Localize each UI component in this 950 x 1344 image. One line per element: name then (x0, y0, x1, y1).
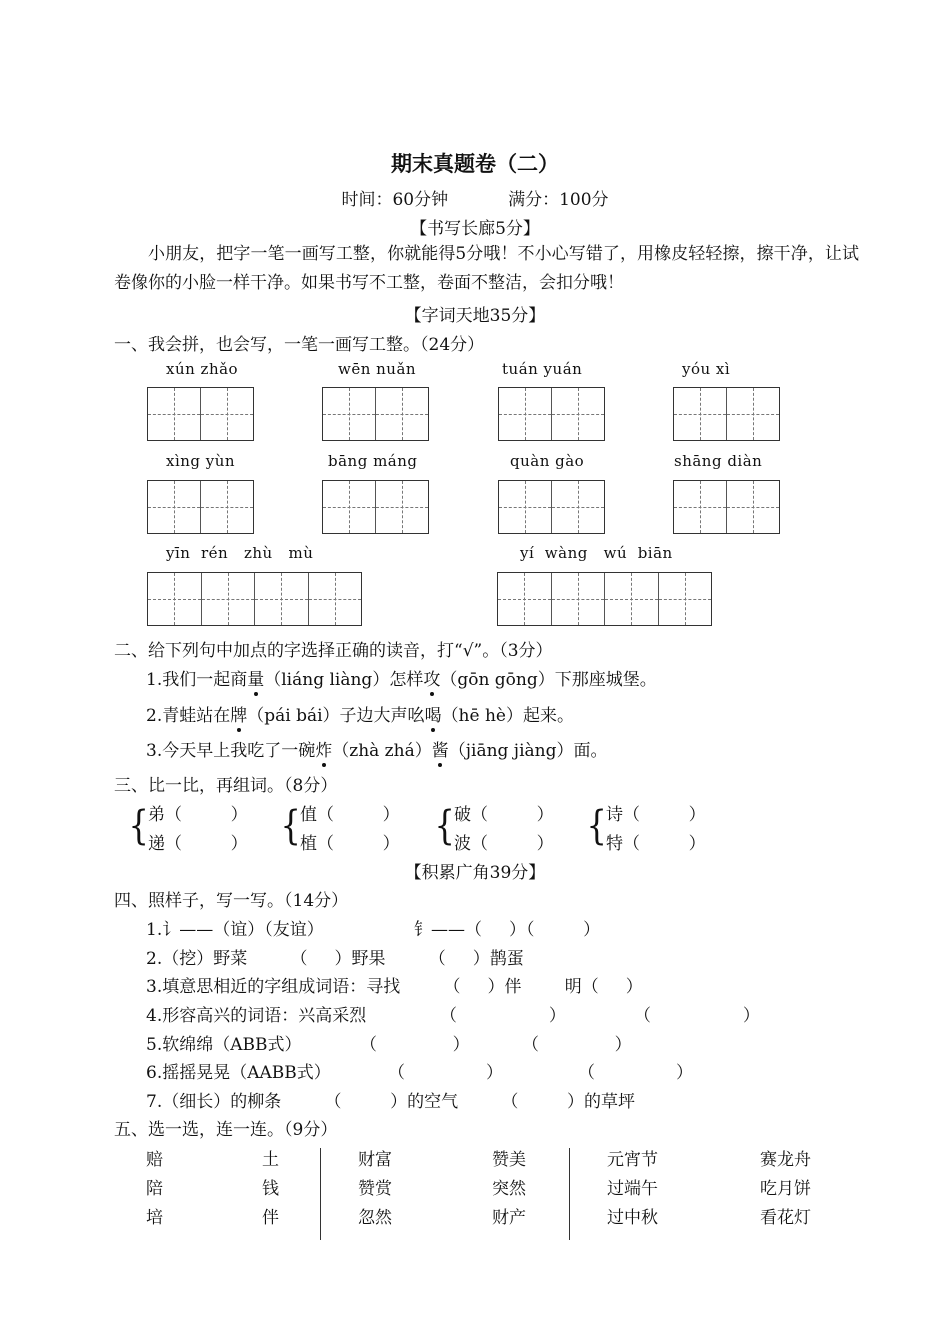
column-divider (569, 1148, 570, 1240)
compare-2-top: 值（ ） (300, 805, 400, 825)
writing-grid-1[interactable] (147, 387, 254, 441)
writing-grid-7[interactable] (498, 480, 605, 534)
match-g3-left-3: 过中秋 (607, 1208, 658, 1228)
q1-pinyin-2: wēn nuǎn (338, 360, 417, 378)
match-g3-right-2: 吃月饼 (760, 1179, 811, 1199)
brace-icon: { (128, 803, 149, 849)
match-g1-right-2: 钱 (262, 1179, 279, 1199)
q4-line-5b: （ ） (360, 1035, 470, 1055)
dotted-char: 炸 (315, 736, 332, 761)
match-g2-left-2: 赞赏 (358, 1179, 392, 1199)
writing-grid-10[interactable] (497, 572, 712, 626)
q2-sentence-2: 2.青蛙站在牌（pái bái）子边大声吆喝（hē hè）起来。 (146, 701, 574, 726)
writing-grid-6[interactable] (322, 480, 429, 534)
compare-1-bottom: 递（ ） (148, 834, 248, 854)
section-words-heading: 【字词天地35分】 (404, 306, 546, 326)
q1-pinyin-8: shāng diàn (674, 452, 763, 470)
q4-line-4c: （ ） (634, 1006, 760, 1026)
compare-4-bottom: 特（ ） (606, 834, 706, 854)
match-g2-right-2: 突然 (492, 1179, 526, 1199)
match-g2-right-3: 财产 (492, 1208, 526, 1228)
match-g1-left-1: 赔 (146, 1150, 163, 1170)
match-g3-right-3: 看花灯 (760, 1208, 811, 1228)
q4-line-2: 2.（挖）野菜 （ ）野果 （ ）鹊蛋 (146, 949, 524, 969)
match-g1-left-2: 陪 (146, 1179, 163, 1199)
dotted-char: 牌 (230, 701, 247, 726)
match-g3-left-1: 元宵节 (607, 1150, 658, 1170)
q4-line-1b: 钅——（ ）（ ） (414, 920, 601, 940)
dotted-char: 酱 (432, 736, 449, 761)
page-title: 期末真题卷（二） (391, 151, 559, 176)
section-writing-heading: 【书写长廊5分】 (410, 219, 540, 239)
match-g3-right-1: 赛龙舟 (760, 1150, 811, 1170)
section-accum-heading: 【积累广角39分】 (404, 863, 546, 883)
exam-info (0, 185, 950, 210)
writing-grid-5[interactable] (147, 480, 254, 534)
q1-pinyin-4: yóu xì (682, 360, 731, 378)
q4-line-7: 7.（细长）的柳条 （ ）的空气 （ ）的草坪 (146, 1092, 635, 1112)
q2-sentence-3: 3.今天早上我吃了一碗炸（zhà zhá）酱（jiāng jiàng）面。 (146, 736, 608, 761)
q2-sentence-1: 1.我们一起商量（liáng liàng）怎样攻（gōn gōng）下那座城堡。 (146, 665, 657, 690)
q1-pinyin-5: xìng yùn (166, 452, 236, 470)
q4-line-6a: 6.摇摇晃晃（AABB式） (146, 1063, 331, 1083)
dotted-char: 喝 (425, 701, 442, 726)
brace-icon: { (586, 803, 607, 849)
q1-pinyin-1: xún zhǎo (166, 360, 239, 378)
compare-3-top: 破（ ） (454, 805, 554, 825)
compare-1-top: 弟（ ） (148, 805, 248, 825)
q4-line-1a: 1.讠——（谊）（友谊） (146, 920, 324, 940)
q4-line-6b: （ ） (388, 1063, 504, 1083)
match-g1-left-3: 培 (146, 1208, 163, 1228)
column-divider (320, 1148, 321, 1240)
q1-pinyin-3: tuán yuán (502, 360, 583, 378)
q3-title: 三、比一比，再组词。（8分） (114, 776, 338, 796)
q4-line-4b: （ ） (440, 1006, 566, 1026)
q4-line-5a: 5.软绵绵（ABB式） (146, 1035, 302, 1055)
match-g2-left-3: 忽然 (358, 1208, 392, 1228)
compare-2-bottom: 植（ ） (300, 834, 400, 854)
dotted-char: 攻 (423, 665, 440, 690)
q1-pinyin-10: yí wàng wú biān (520, 544, 673, 562)
q4-line-3: 3.填意思相近的字组成词语：寻找 （ ）伴 明（ ） (146, 977, 643, 997)
q1-title: 一、我会拼，也会写，一笔一画写工整。（24分） (114, 335, 485, 355)
match-g2-right-1: 赞美 (492, 1150, 526, 1170)
exam-score: 满分：100分 (508, 190, 609, 210)
match-g1-right-1: 土 (262, 1150, 279, 1170)
writing-grid-3[interactable] (498, 387, 605, 441)
q5-title: 五、选一选，连一连。（9分） (114, 1120, 338, 1140)
q4-line-6c: （ ） (578, 1063, 694, 1083)
writing-grid-4[interactable] (673, 387, 780, 441)
q4-title: 四、照样子，写一写。（14分） (114, 891, 349, 911)
compare-4-top: 诗（ ） (606, 805, 706, 825)
brace-icon: { (434, 803, 455, 849)
compare-3-bottom: 波（ ） (454, 834, 554, 854)
writing-instructions: 小朋友，把字一笔一画写工整，你就能得5分哦！不小心写错了，用橡皮轻轻擦，擦干净，让试卷像你的小脸一样干净。如果书写不工整，卷面不整洁，会扣分哦！ (114, 244, 859, 293)
exam-time: 时间：60分钟 (341, 190, 449, 210)
q1-pinyin-9: yīn rén zhù mù (166, 544, 314, 562)
q1-pinyin-7: quàn gào (510, 452, 585, 470)
q2-title: 二、给下列句中加点的字选择正确的读音，打“√”。（3分） (114, 641, 553, 661)
writing-grid-8[interactable] (673, 480, 780, 534)
match-g3-left-2: 过端午 (607, 1179, 658, 1199)
match-g1-right-3: 伴 (262, 1208, 279, 1228)
q4-line-4a: 4.形容高兴的词语：兴高采烈 (146, 1006, 367, 1026)
brace-icon: { (280, 803, 301, 849)
q1-pinyin-6: bāng máng (328, 452, 418, 470)
match-g2-left-1: 财富 (358, 1150, 392, 1170)
q4-line-5c: （ ） (522, 1035, 632, 1055)
dotted-char: 量 (247, 665, 264, 690)
writing-grid-9[interactable] (147, 572, 362, 626)
writing-grid-2[interactable] (322, 387, 429, 441)
